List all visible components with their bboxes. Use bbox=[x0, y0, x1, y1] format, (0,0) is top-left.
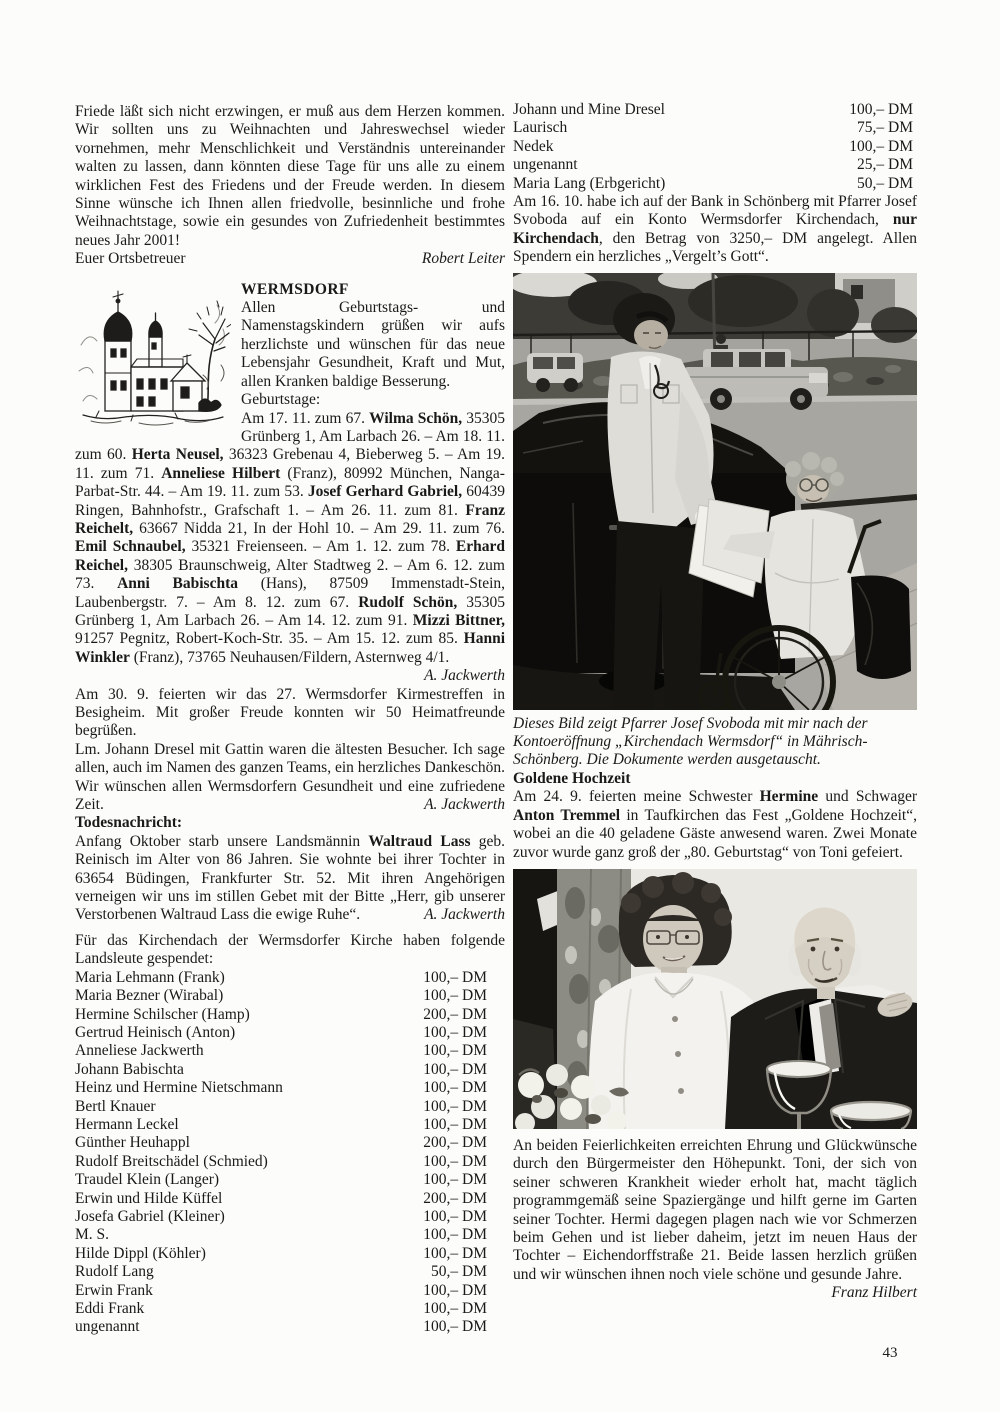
donation-row bbox=[75, 1061, 505, 1079]
donation-name: ungenannt bbox=[513, 156, 578, 174]
donation-row bbox=[513, 119, 917, 137]
donation-name: Rudolf Lang bbox=[75, 1263, 154, 1281]
donation-row bbox=[75, 1098, 505, 1116]
donation-amount: 100,– DM bbox=[423, 968, 487, 986]
donation-row bbox=[75, 1042, 505, 1060]
donation-row bbox=[513, 156, 917, 174]
photo-goldene-hochzeit bbox=[513, 869, 917, 1129]
donation-list-right bbox=[513, 101, 917, 193]
donation-amount: 25,– DM bbox=[857, 156, 913, 174]
donation-row bbox=[75, 1134, 505, 1152]
donation-name: Bertl Knauer bbox=[75, 1097, 156, 1115]
wermsdorf-heading: WERMSDORF bbox=[241, 280, 349, 298]
donation-row bbox=[75, 1245, 505, 1263]
donation-amount: 100,– DM bbox=[423, 1042, 487, 1060]
todesnachricht-signature: A. Jackwerth bbox=[424, 906, 505, 924]
donation-amount: 100,– DM bbox=[423, 1281, 487, 1299]
donation-name: Gertrud Heinisch (Anton) bbox=[75, 1023, 236, 1041]
donation-amount: 100,– DM bbox=[849, 101, 913, 118]
goldene-hochzeit-heading: Goldene Hochzeit bbox=[513, 769, 631, 787]
donation-name: Johann und Mine Dresel bbox=[513, 101, 665, 118]
photo-goldene-hochzeit-image bbox=[513, 869, 917, 1129]
donation-row bbox=[75, 1300, 505, 1318]
donation-amount: 100,– DM bbox=[423, 1115, 487, 1133]
donation-amount: 100,– DM bbox=[423, 1060, 487, 1078]
donation-name: Maria Lang (Erbgericht) bbox=[513, 174, 666, 192]
donation-row bbox=[75, 1024, 505, 1042]
dresel-paragraph bbox=[75, 741, 505, 815]
donation-amount: 200,– DM bbox=[423, 1134, 487, 1152]
left-column bbox=[75, 103, 505, 1337]
donation-row bbox=[513, 101, 917, 119]
donation-row bbox=[75, 1116, 505, 1134]
donation-row bbox=[75, 1171, 505, 1189]
donation-amount: 100,– DM bbox=[423, 1318, 487, 1336]
wermsdorf-section bbox=[75, 280, 506, 685]
donation-amount: 100,– DM bbox=[423, 1171, 487, 1189]
donation-amount: 200,– DM bbox=[423, 1005, 487, 1023]
donation-row bbox=[75, 1153, 505, 1171]
birthdays-text: Am 17. 11. zum 67. Wilma Schön, 35305 Grünberg 1, Am Larbach 26. – Am 18. 11. zum 60. Herta Neusel, 36323 Grebenau 4, Bieberweg 5. – Am 19. 11. zum 71. Anneliese Hilbert (Franz), 80992 München, Nanga-Parbat-Str. 44. – Am 19. 11. zum 53. Josef Gerhard Gabriel, 60439 Ringen, Bahnhofstr., Grafschaft 1. – Am 26. 11. zum 81. Franz Reichelt, 63667 Nidda 21, In der Hohl 10. – Am 29. 11. zum 76. Emil Schnaubel, 35321 Freienseen. – Am 1. 12. zum 78. Erhard Reichel, 38305 Braunschweig, Alter Stadtweg 2. – Am 6. 12. zum 73. Anni Babischta (Hans), 87509 Immenstadt-Stein, Laubenbergstr. 7. – Am 8. 12. zum 67. Rudolf Schön, 35305 Grünberg 1, Am Larbach 26. – Am 14. 12. zum 91. Mizzi Bittner, 91257 Pegnitz, Robert-Koch-Str. 35. – Am 15. 12. zum 85. Hanni Winkler (Franz), 73765 Neuhausen/Fildern, Asternweg 4/1. bbox=[75, 409, 506, 666]
donation-amount: 200,– DM bbox=[423, 1189, 487, 1207]
bank-paragraph: Am 16. 10. habe ich auf der Bank in Schönberg mit Pfarrer Josef Svoboda auf ein Konto Wermsdorfer Kirchendach, nur Kirchendach, den Betrag von 3250,– DM angelegt. Allen Spendern ein herzliches „Vergelt’s Gott“. bbox=[513, 193, 917, 266]
donation-name: ungenannt bbox=[75, 1318, 140, 1336]
todesnachricht-text: Anfang Oktober starb unsere Landsmännin Waltraud Lass geb. Reinisch im Alter von 86 Jahren. Sie wohnte bei ihrer Tochter in 63654 Büdingen, Frankfurter Str. 52. Mit ihren Angehörigen verneigen wir uns im stillen Gebet mit der Bitte „Herr, gib unserer Verstorbenen Waltraud Lass die ewige Ruhe“. bbox=[75, 832, 506, 924]
todesnachricht-paragraph bbox=[75, 833, 505, 925]
page-number: 43 bbox=[882, 1345, 898, 1361]
donation-amount: 50,– DM bbox=[857, 174, 913, 192]
donation-row bbox=[75, 1263, 505, 1281]
donation-amount: 100,– DM bbox=[423, 1023, 487, 1041]
birthdays-label: Geburtstage: bbox=[241, 391, 321, 409]
donation-name: Erwin und Hilde Küffel bbox=[75, 1189, 223, 1207]
closing-signature: Franz Hilbert bbox=[831, 1284, 917, 1302]
donation-name: Erwin Frank bbox=[75, 1281, 153, 1299]
donation-amount: 100,– DM bbox=[423, 987, 487, 1005]
donation-amount: 100,– DM bbox=[423, 1244, 487, 1262]
donation-amount: 100,– DM bbox=[423, 1207, 487, 1225]
church-sketch-icon bbox=[75, 285, 231, 427]
donation-row bbox=[75, 1226, 505, 1244]
church-illustration bbox=[75, 285, 231, 427]
donation-list-left bbox=[75, 969, 505, 1337]
donation-name: Heinz und Hermine Nietschmann bbox=[75, 1079, 283, 1097]
spenden-intro: Für das Kirchendach der Wermsdorfer Kirche haben folgende Landsleute gespendet: bbox=[75, 931, 505, 968]
kirmes-paragraph: Am 30. 9. feierten wir das 27. Wermsdorfer Kirmestreffen in Besigheim. Mit großer Freude konnten wir 50 Heimatfreunde begrüßen. bbox=[75, 685, 505, 740]
donation-amount: 100,– DM bbox=[423, 1300, 487, 1317]
photo1-caption: Dieses Bild zeigt Pfarrer Josef Svoboda mit mir nach der Kontoeröffnung „Kirchendach Wermsdorf“ in Mährisch-Schönberg. Die Dokumente werden ausgetauscht. bbox=[513, 714, 868, 769]
donation-name: Maria Lehmann (Frank) bbox=[75, 968, 225, 986]
donation-row bbox=[75, 969, 505, 987]
donation-name: Anneliese Jackwerth bbox=[75, 1042, 204, 1060]
birthdays-signature: A. Jackwerth bbox=[424, 667, 505, 685]
signoff-author: Robert Leiter bbox=[421, 250, 505, 268]
donation-name: Rudolf Breitschädel (Schmied) bbox=[75, 1152, 268, 1170]
intro-signoff bbox=[75, 250, 505, 268]
donation-name: Maria Bezner (Wirabal) bbox=[75, 987, 224, 1005]
donation-row bbox=[75, 1006, 505, 1024]
donation-row bbox=[75, 1318, 505, 1336]
donation-name: Laurisch bbox=[513, 119, 568, 137]
donation-name: Nedek bbox=[513, 137, 554, 155]
donation-row bbox=[75, 987, 505, 1005]
donation-name: Josefa Gabriel (Kleiner) bbox=[75, 1207, 225, 1225]
donation-row bbox=[513, 138, 917, 156]
donation-row bbox=[75, 1208, 505, 1226]
donation-amount: 100,– DM bbox=[423, 1152, 487, 1170]
donation-name: Hermann Leckel bbox=[75, 1115, 179, 1133]
closing-paragraph: An beiden Feierlichkeiten erreichten Ehrung und Glückwünsche durch den Bürgermeister den Höhepunkt. Toni, der sich von seiner schweren Krankheit wieder erholt hat, macht täglich programmgemäß seine Spaziergänge und hilft gerne im Garten seiner Tochter. Hermi dagegen plagen nach wie vor Schmerzen beim Gehen und ist lieber daheim, jetzt im neuen Haus der Tochter – Eichendorffstraße 21. Beide lassen herzlich grüßen und wir wünschen ihnen noch viele schöne und gesunde Jahre. bbox=[513, 1136, 917, 1283]
dresel-signature: A. Jackwerth bbox=[424, 796, 505, 814]
donation-name: M. S. bbox=[75, 1226, 110, 1244]
intro-paragraph: Friede läßt sich nicht erzwingen, er muß aus dem Herzen kommen. Wir sollten uns zu Weihnachten und Jahreswechsel wieder vornehmen, mehr Menschlichkeit und Verständnis untereinander walten zu lassen, dann könnten diese Tage für uns alle zu einem wirklichen Fest des Friedens und der Freude werden. In diesem Sinne wünsche ich Ihnen allen friedvolle, besinnliche und frohe Weihnachtstage, sowie ein gesundes von Zufriedenheit bestimmtes neues Jahr 2001! bbox=[75, 103, 505, 249]
donation-amount: 100,– DM bbox=[423, 1079, 487, 1097]
wermsdorf-greeting: Allen Geburtstags- und Namenstagskindern grüßen wir aufs herzlichste und wünschen für das neue Lebensjahr Gesundheit, Kraft und Mut, allen Kranken baldige Besserung. bbox=[241, 299, 505, 390]
donation-row bbox=[75, 1079, 505, 1097]
todesnachricht-heading: Todesnachricht: bbox=[75, 814, 183, 832]
signoff-role: Euer Ortsbetreuer bbox=[75, 250, 186, 268]
donation-name: Johann Babischta bbox=[75, 1060, 184, 1078]
donation-amount: 75,– DM bbox=[857, 119, 913, 137]
donation-amount: 100,– DM bbox=[849, 137, 913, 155]
donation-name: Hilde Dippl (Köhler) bbox=[75, 1244, 206, 1262]
donation-name: Hermine Schilscher (Hamp) bbox=[75, 1005, 250, 1023]
photo-konto-eroeffnung-image bbox=[513, 273, 917, 710]
donation-row bbox=[75, 1190, 505, 1208]
donation-amount: 100,– DM bbox=[423, 1097, 487, 1115]
right-column bbox=[513, 101, 917, 1303]
donation-row bbox=[75, 1282, 505, 1300]
birthdays-paragraph bbox=[75, 409, 506, 685]
goldene-hochzeit-paragraph: Am 24. 9. feierten meine Schwester Hermine und Schwager Anton Tremmel in Taufkirchen das Fest „Goldene Hochzeit“, wobei an die 40 geladene Gäste anwesend waren. Zwei Monate zuvor wurde ganz groß der „80. Geburtstag“ von Toni gefeiert. bbox=[513, 788, 917, 861]
donation-row bbox=[513, 175, 917, 193]
donation-name: Eddi Frank bbox=[75, 1300, 145, 1317]
donation-amount: 100,– DM bbox=[423, 1226, 487, 1244]
donation-name: Traudel Klein (Langer) bbox=[75, 1171, 220, 1189]
donation-name: Günther Heuhappl bbox=[75, 1134, 190, 1152]
donation-amount: 50,– DM bbox=[431, 1263, 487, 1281]
dresel-text: Lm. Johann Dresel mit Gattin waren die ältesten Besucher. Ich sage allen, auch im Namen des ganzen Teams, ein herzliches Dankeschön. Wir wünschen allen Wermsdorfern Gesundheit und eine zufriedene Zeit. bbox=[75, 740, 505, 814]
photo-konto-eroeffnung bbox=[513, 273, 917, 710]
